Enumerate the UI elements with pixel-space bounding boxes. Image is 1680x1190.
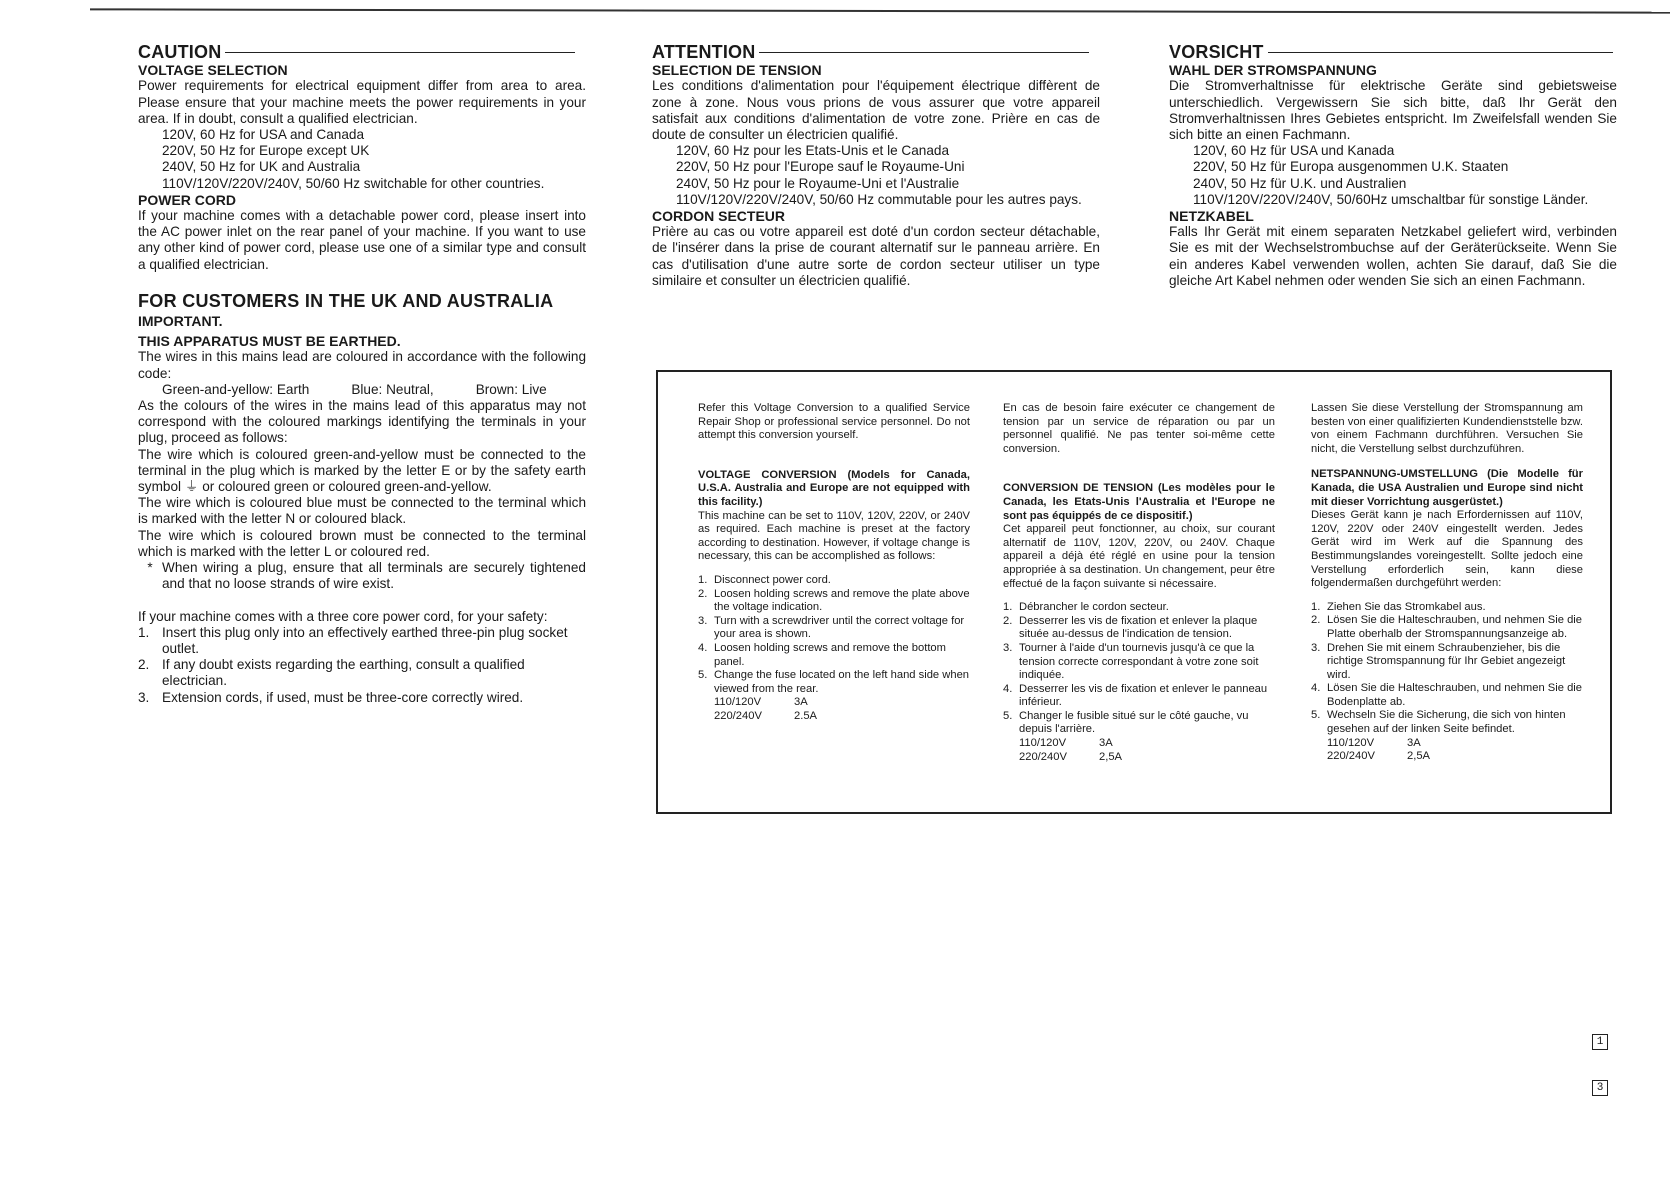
service-note: Refer this Voltage Conversion to a qualified Service Repair Shop or professional service personnel. Do not attempt this conversion yourself. xyxy=(698,402,970,442)
fuse-table xyxy=(1019,737,1275,764)
wiring-note-text: When wiring a plug, ensure that all terminals are securely tightened and that no loose strands of wire exist. xyxy=(162,560,586,592)
selection-tension-title: SELECTION DE TENSION xyxy=(652,62,822,79)
list-item: 3. Tourner à l'aide d'un tournevis jusqu'à ce que la tension correcte correspondant à votre zone soit indiquée. xyxy=(1003,641,1259,682)
voltage-item: 240V, 50 Hz pour le Royaume-Uni et l'Australie xyxy=(676,175,960,191)
vorsicht-heading xyxy=(1169,44,1617,60)
wire-colors xyxy=(162,382,586,398)
voltage-item: 240V, 50 Hz für U.K. und Australien xyxy=(1193,175,1407,191)
conversion-steps xyxy=(1311,601,1583,737)
attention-column xyxy=(652,44,1100,289)
list-item: 2. If any doubt exists regarding the earthing, consult a qualified electrician. xyxy=(138,657,525,689)
uk-australia-heading: FOR CUSTOMERS IN THE UK AND AUSTRALIA xyxy=(138,290,554,311)
voltage-conversion-box xyxy=(656,370,1612,814)
list-item: 4. Desserrer les vis de fixation et enlever le panneau inférieur. xyxy=(1003,682,1268,709)
voltage-item: 120V, 60 Hz for USA and Canada xyxy=(162,127,365,143)
fuse-rating: 2.5A xyxy=(794,709,818,722)
caution-title: CAUTION xyxy=(138,42,222,62)
page-marker: 1 xyxy=(1592,1034,1608,1050)
earthed-warning: THIS APPARATUS MUST BE EARTHED. xyxy=(138,333,401,350)
fuse-table xyxy=(714,696,970,723)
caution-column xyxy=(138,44,586,706)
list-item: 2. Loosen holding screws and remove the plate above the voltage indication. xyxy=(698,587,970,614)
power-cord-title: POWER CORD xyxy=(138,191,236,208)
cordon-secteur-title: CORDON SECTEUR xyxy=(652,208,786,225)
service-note: En cas de besoin faire exécuter ce changement de tension par un service de réparation ou par un personnel qualifié. Ne pas tenter soi-même cette conversion. xyxy=(1003,402,1275,455)
list-item: 5. Changer le fusible situé sur le côté gauche, vu depuis l'arrière. xyxy=(1003,709,1249,736)
fuse-table xyxy=(1327,737,1583,764)
conversion-german xyxy=(1311,402,1583,764)
list-item: 3. Turn with a screwdriver until the correct voltage for your area is shown. xyxy=(698,614,965,641)
top-border-line xyxy=(90,8,1670,13)
heading-rule xyxy=(759,52,1089,53)
list-item: 1. Débrancher le cordon secteur. xyxy=(1003,601,1169,614)
list-item: 3. Extension cords, if used, must be three-core correctly wired. xyxy=(138,689,524,705)
voltage-item: 110V/120V/220V/240V, 50/60 Hz commutable pour les autres pays. xyxy=(676,191,1082,207)
list-item: 4. Loosen holding screws and remove the bottom panel. xyxy=(698,641,946,668)
conversion-english xyxy=(698,402,970,723)
list-item: 1. Disconnect power cord. xyxy=(698,573,831,586)
three-core-list xyxy=(138,625,586,706)
voltage-item: 220V, 50 Hz for Europe except UK xyxy=(162,143,370,159)
wire-color-live: Brown: Live xyxy=(475,381,547,397)
conversion-french xyxy=(1003,402,1275,764)
cordon-secteur-text: Prière au cas ou votre appareil est doté d'un cordon secteur détachable, de l'insérer dans la prise de courant alternatif sur le panneau arrière. En cas d'utilisation d'une autre sorte de cordon secteur utiliser un type similaire et consulter un électricien qualifié. xyxy=(652,224,1100,288)
heading-rule xyxy=(225,52,575,53)
conversion-heading: CONVERSION DE TENSION (Les modèles pour le Canada, les Etats-Unis l'Australia et l'Europe ne sont pas équippés de ce dispositif.) xyxy=(1003,482,1275,522)
fuse-rating: 3A xyxy=(1407,736,1421,749)
conversion-steps xyxy=(1003,601,1275,737)
wire-paragraph: The wire which is coloured brown must be connected to the terminal which is marked with the letter L or coloured red. xyxy=(138,527,586,559)
heading-rule xyxy=(1268,52,1613,53)
voltage-item: 120V, 60 Hz für USA und Kanada xyxy=(1193,143,1395,159)
netzkabel-title: NETZKABEL xyxy=(1169,208,1254,225)
wire-paragraph: As the colours of the wires in the mains lead of this apparatus may not correspond with the coloured markings identifying the terminals in your plug, proceed as follows: xyxy=(138,398,586,446)
netzkabel-text: Falls Ihr Gerät mit einem separaten Netzkabel geliefert wird, verbinden Sie es mit der Wechselstrombuchse auf der Geräterückseite. Wenn Sie ein anderes Kabel verwenden wollen, achten Sie darauf, daß Sie die gleiche Art Kabel nehmen oder wenden Sie sich an einen Fachmann. xyxy=(1169,224,1617,288)
voltage-selection-text: Power requirements for electrical equipment differ from area to area. Please ensure that your machine meets the power requirements in your area. If in doubt, consult a qualified electrician. xyxy=(138,78,586,126)
list-item: 2. Desserrer les vis de fixation et enlever la plaque située au-dessus de l'indication de tension. xyxy=(1003,614,1258,641)
conversion-intro: This machine can be set to 110V, 120V, 220V, or 240V as required. Each machine is preset at the factory according to destination. However, if voltage change is necessary, this can be accomplished as follows: xyxy=(698,509,970,563)
voltage-item: 110V/120V/220V/240V, 50/60Hz umschaltbar für sonstige Länder. xyxy=(1193,191,1589,207)
wire-color-neutral: Blue: Neutral, xyxy=(351,381,434,397)
service-note: Lassen Sie diese Verstellung der Stromspannung am besten von einer qualifizierten Kundendienststelle bzw. von einem Fachmann durchführen. Versuchen Sie nicht, die Verstellung selbst durchzuführen. xyxy=(1311,402,1583,455)
fuse-rating: 2,5A xyxy=(1099,750,1123,763)
conversion-steps xyxy=(698,574,970,696)
conversion-intro: Dieses Gerät kann je nach Erfordernissen auf 110V, 120V, 220V oder 240V eingestellt werden. Jedes Gerät wird im Werk auf die Spannung des Bestimmungslandes voreingestellt. Sollte jedoch eine Verstellung erforderlich sein, kann diese folgendermaßen durchgeführt werden: xyxy=(1311,509,1583,590)
conversion-intro: Cet appareil peut fonctionner, au choix, sur courant alternatif de 110V, 120V, 220V, ou 240V. Chaque appareil a déjà été réglé en usine pour la tension appropriée à sa destination. Un changement, peur être effectué de la façon suivante si nécessaire. xyxy=(1003,523,1275,590)
fuse-rating: 2,5A xyxy=(1407,750,1431,763)
selection-tension-text: Les conditions d'alimentation pour l'équipement électrique diffèrent de zone à zone. Nous vous prions de vous assurer que votre appareil satisfait aux conditions d'alimentation de votre zone. Prière en cas de doute de consulter un électricien qualifié. xyxy=(652,78,1100,143)
list-item: 5. Wechseln Sie die Sicherung, die sich von hinten gesehen auf der linken Seite befindet. xyxy=(1311,709,1566,736)
list-item: 2. Lösen Sie die Halteschrauben, und nehmen Sie die Platte oberhalb der Stromspannungsanzeige ab. xyxy=(1311,614,1583,640)
voltage-item: 110V/120V/220V/240V, 50/60 Hz switchable for other countries. xyxy=(162,175,545,191)
page-marker: 3 xyxy=(1592,1080,1608,1096)
list-item: 1. Insert this plug only into an effectively earthed three-pin plug socket outlet. xyxy=(138,624,568,656)
voltage-selection-title: VOLTAGE SELECTION xyxy=(138,62,288,79)
list-item: 4. Lösen Sie die Halteschrauben, und nehmen Sie die Bodenplatte ab. xyxy=(1311,682,1583,708)
caution-heading xyxy=(138,44,586,60)
wire-color-earth: Green-and-yellow: Earth xyxy=(162,381,310,397)
important-label: IMPORTANT. xyxy=(138,313,223,330)
attention-heading xyxy=(652,44,1100,60)
list-item: 1. Ziehen Sie das Stromkabel aus. xyxy=(1311,600,1486,613)
stromspannung-title: WAHL DER STROMSPANNUNG xyxy=(1169,62,1377,79)
fuse-voltage: 220/240V xyxy=(1327,750,1375,763)
three-core-intro: If your machine comes with a three core power cord, for your safety: xyxy=(138,608,548,624)
voltage-item: 240V, 50 Hz for UK and Australia xyxy=(162,159,361,175)
vorsicht-title: VORSICHT xyxy=(1169,42,1264,62)
vorsicht-column xyxy=(1169,44,1617,289)
conversion-heading: VOLTAGE CONVERSION (Models for Canada, U.S.A. Australia and Europe are not equipped with this facility.) xyxy=(698,468,970,508)
power-cord-text: If your machine comes with a detachable power cord, please insert into the AC power inlet on the rear panel of your machine. If you want to use any other kind of power cord, please use one of a similar type and consult a qualified electrician. xyxy=(138,208,586,272)
fuse-rating: 3A xyxy=(1099,737,1113,750)
fuse-voltage: 110/120V xyxy=(1327,736,1375,749)
list-item: 3. Drehen Sie mit einem Schraubenzieher, bis die richtige Stromspannung für Ihr Gebiet angezeigt wird. xyxy=(1311,641,1566,681)
attention-title: ATTENTION xyxy=(652,42,756,62)
fuse-voltage: 220/240V xyxy=(1019,750,1067,763)
voltage-item: 220V, 50 Hz für Europa ausgenommen U.K. Staaten xyxy=(1193,159,1509,175)
wiring-note: * When wiring a plug, ensure that all terminals are securely tightened and that no loose strands of wire exist. xyxy=(147,560,586,592)
voltage-item: 220V, 50 Hz pour l'Europe sauf le Royaume-Uni xyxy=(676,159,965,175)
wire-paragraph: The wire which is coloured green-and-yellow must be connected to the terminal in the plug which is marked by the letter E or by the safety earth symbol ⏚ or coloured green or coloured green-and-yellow. xyxy=(138,446,586,495)
wire-paragraph: The wire which is coloured blue must be connected to the terminal which is marked with the letter N or coloured black. xyxy=(138,495,586,527)
fuse-voltage: 220/240V xyxy=(714,709,762,722)
fuse-voltage: 110/120V xyxy=(1019,737,1067,750)
conversion-heading: NETSPANNUNG-UMSTELLUNG (Die Modelle für Kanada, die USA Australien und Europe sind nicht mit dieser Vorrichtung ausgerüstet.) xyxy=(1311,468,1583,508)
list-item: 5. Change the fuse located on the left hand side when viewed from the rear. xyxy=(698,669,970,695)
voltage-item: 120V, 60 Hz pour les Etats-Unis et le Canada xyxy=(676,143,950,159)
wire-code-intro: The wires in this mains lead are coloured in accordance with the following code: xyxy=(138,349,586,381)
fuse-voltage: 110/120V xyxy=(714,696,762,709)
fuse-rating: 3A xyxy=(794,696,808,709)
stromspannung-text: Die Stromverhaltnisse für elektrische Geräte sind gebietsweise unterschiedlich. Vergewissern Sie sich bitte, daß Ihr Gerät den Stromverhaltnissen Ihres Gebietes entspricht. Im Zweifelsfall wenden Sie sich bitte an einen Fachmann. xyxy=(1169,78,1617,143)
